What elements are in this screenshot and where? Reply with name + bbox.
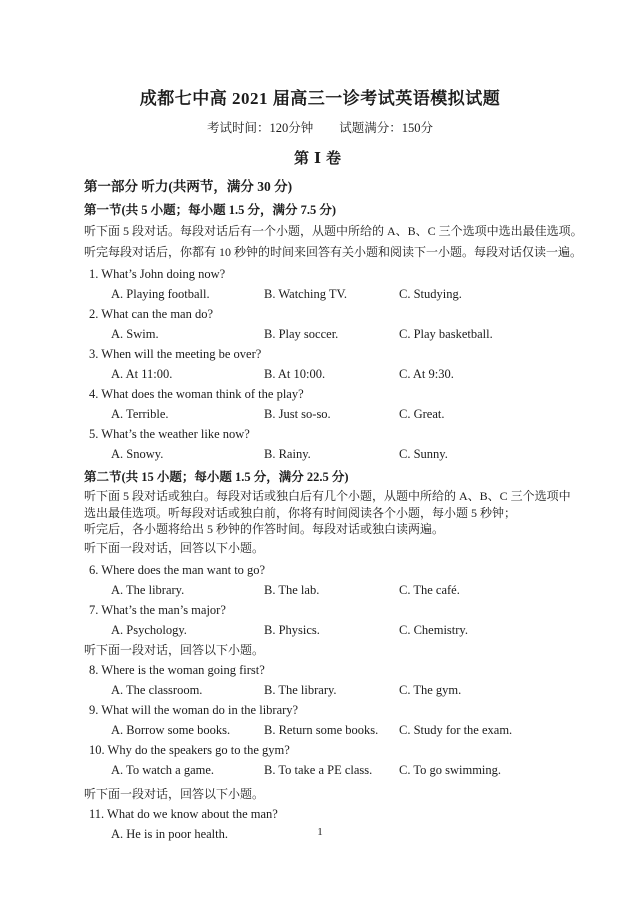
exam-time: 考试时间：120分钟 (206, 121, 314, 135)
question-7-options (84, 620, 604, 640)
question-3-option-c: C. At 9:30. (399, 367, 454, 381)
question-6-option-a: A. The library. (111, 582, 185, 597)
question-6-stem: 6. Where does the man want to go? (89, 562, 266, 577)
question-5 (84, 424, 604, 464)
section1-instructions-line1: 听下面 5 段对话。每段对话后有一个小题，从题中所给的 A、B、C 三个选项中选出最佳选项。 (84, 224, 583, 238)
exam-header (0, 0, 640, 168)
question-7-option-a: A. Psychology. (111, 622, 187, 637)
section2-instructions-line1: 听下面 5 段对话或独白。每段对话或独白后有几个小题，从题中所给的 A、B、C 三个选项中 (84, 489, 571, 503)
question-1-stem: 1. What’s John doing now? (89, 267, 226, 281)
question-1-option-c: C. Studying. (399, 287, 462, 301)
volume-label: 第Ⅰ卷 (293, 151, 347, 167)
question-4-options (84, 404, 604, 424)
section1-heading: 第一节(共 5 小题；每小题 1.5 分，满分 7.5 分) (84, 203, 337, 217)
exam-meta (0, 118, 640, 136)
question-4 (84, 384, 604, 424)
question-7-option-b: B. Physics. (264, 622, 320, 637)
question-3-options (84, 364, 604, 384)
question-8-option-b: B. The library. (264, 682, 337, 697)
question-3-option-a: A. At 11:00. (111, 367, 173, 381)
question-4-option-c: C. Great. (399, 407, 445, 421)
question-10-option-c: C. To go swimming. (399, 762, 502, 777)
question-2 (84, 304, 604, 344)
question-9-option-b: B. Return some books. (264, 722, 379, 737)
question-2-stem: 2. What can the man do? (89, 307, 214, 321)
question-5-option-b: B. Rainy. (264, 447, 311, 461)
question-5-option-a: A. Snowy. (111, 447, 164, 461)
dialog-prompt-3: 听下面一段对话，回答以下小题。 (84, 786, 265, 801)
question-2-option-c: C. Play basketball. (399, 327, 493, 341)
question-1 (84, 264, 604, 304)
question-2-option-a: A. Swim. (111, 327, 159, 341)
question-8 (84, 660, 604, 700)
question-3-stem: 3. When will the meeting be over? (89, 347, 262, 361)
question-6-option-b: B. The lab. (264, 582, 320, 597)
question-11-stem: 11. What do we know about the man? (89, 806, 278, 821)
question-10-option-a: A. To watch a game. (111, 762, 215, 777)
exam-title: 成都七中高 2021 届高三一诊考试英语模拟试题 (139, 89, 501, 108)
question-6 (84, 560, 604, 600)
question-3-option-b: B. At 10:00. (264, 367, 326, 381)
question-2-options (84, 324, 604, 344)
section2-heading: 第二节(共 15 小题；每小题 1.5 分，满分 22.5 分) (84, 470, 349, 484)
page-number: 1 (317, 826, 323, 838)
section2-instructions-line3: 听完后，各小题将给出 5 秒钟的作答时间。每段对话或独白读两遍。 (84, 522, 445, 536)
question-3 (84, 344, 604, 384)
question-11-option-a: A. He is in poor health. (111, 826, 228, 841)
question-9-stem: 9. What will the woman do in the library? (89, 702, 299, 717)
question-7-option-c: C. Chemistry. (399, 622, 468, 637)
section2-instructions-line2: 选出最佳选项。听每段对话或独白前，你将有时间阅读各个小题，每小题 5 秒钟； (84, 505, 517, 520)
question-7-stem: 7. What’s the man’s major? (89, 602, 226, 617)
part1-heading: 第一部分 听力(共两节，满分 30 分) (84, 179, 293, 194)
dialog-prompt-2: 听下面一段对话，回答以下小题。 (84, 642, 265, 657)
question-9 (84, 700, 604, 740)
section1-questions (84, 264, 604, 464)
question-5-options (84, 444, 604, 464)
section1 (84, 199, 604, 464)
section2 (84, 466, 604, 844)
question-9-option-c: C. Study for the exam. (399, 722, 513, 737)
question-4-option-b: B. Just so-so. (264, 407, 331, 421)
question-10-stem: 10. Why do the speakers go to the gym? (89, 742, 290, 757)
exam-full-score: 试题满分：150分 (339, 121, 434, 135)
question-1-options (84, 284, 604, 304)
question-1-option-a: A. Playing football. (111, 287, 210, 301)
question-9-option-a: A. Borrow some books. (111, 722, 231, 737)
exam-content (0, 175, 640, 844)
question-5-stem: 5. What’s the weather like now? (89, 427, 250, 441)
question-1-option-b: B. Watching TV. (264, 287, 348, 301)
question-8-option-c: C. The gym. (399, 682, 462, 697)
page-footer (0, 826, 640, 838)
question-6-option-c: C. The café. (399, 582, 460, 597)
question-8-options (84, 680, 604, 700)
question-10-options (84, 760, 604, 780)
question-2-option-b: B. Play soccer. (264, 327, 339, 341)
question-4-option-a: A. Terrible. (111, 407, 169, 421)
question-10-option-b: B. To take a PE class. (264, 762, 373, 777)
question-4-stem: 4. What does the woman think of the play? (89, 387, 304, 401)
question-6-options (84, 580, 604, 600)
question-5-option-c: C. Sunny. (399, 447, 448, 461)
section1-instructions-line2: 听完每段对话后，你都有 10 秒钟的时间来回答有关小题和阅读下一小题。每段对话仅读一遍。 (84, 245, 583, 259)
question-7 (84, 600, 604, 640)
question-9-options (84, 720, 604, 740)
dialog-prompt-1: 听下面一段对话，回答以下小题。 (84, 540, 265, 555)
question-8-stem: 8. Where is the woman going first? (89, 662, 265, 677)
question-10 (84, 740, 604, 780)
question-8-option-a: A. The classroom. (111, 682, 203, 697)
